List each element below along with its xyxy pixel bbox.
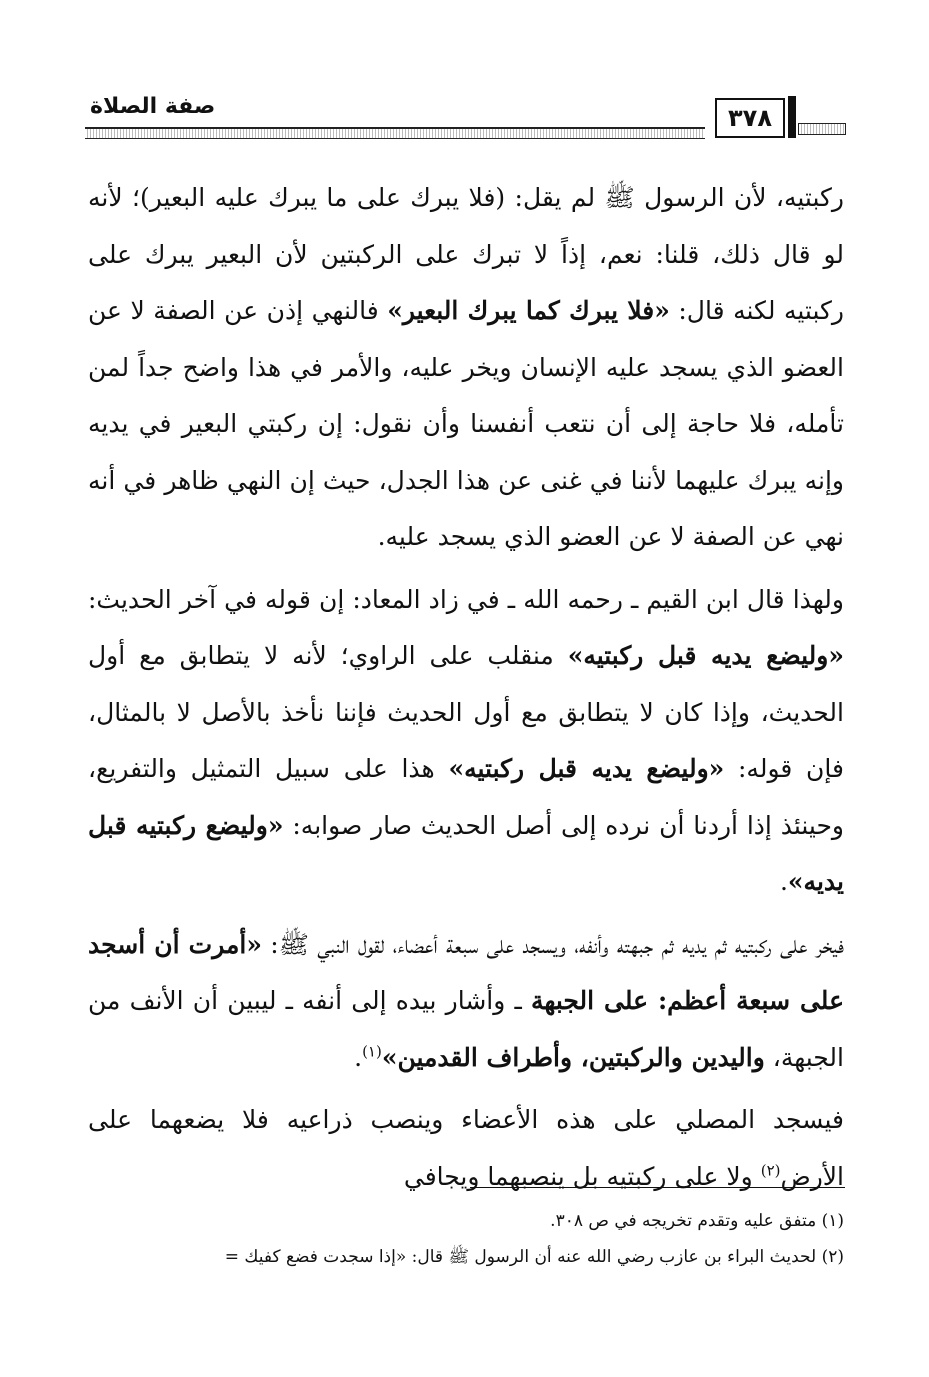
quote-text: «وليضع يديه قبل ركبتيه» [448,754,725,783]
paragraph [88,572,844,911]
footnotes [88,1203,844,1275]
footnote-2: (٢) لحديث البراء بن عازب رضي الله عنه أن الرسول ﷺ قال: «إذا سجدت فضع كفيك = [224,1247,844,1267]
paragraph [88,917,844,1087]
paragraph [88,1092,844,1205]
quote-text: «وليضع ركبتيه قبل يديه» [88,810,844,896]
text-run: فالنهي إذن عن الصفة لا عن العضو الذي يسجد عليه الإنسان ويخر عليه، والأمر في هذا واضح جداً لمن تأمله، فلا حاجة إلى أن نتعب أنفسنا وأن نقول: إن ركبتي البعير في يديه وإنه يبرك عليهما لأننا في غنى عن هذا الجدل، حيث إن النهي ظاهر في أنه نهي عن الصفة لا عن العضو الذي يسجد عليه. [88,296,844,551]
header-bar [788,96,796,138]
text-run: فيخر على ركبتيه ثم يديه ثم جبهته وأنفه، ويسجد على سبعة أعضاء، لقول النبي ﷺ: [261,929,844,959]
text-run: . [779,867,788,896]
text-run: فيسجد المصلي على هذه الأعضاء وينصب ذراعيه فلا يضعهما على الأرض [88,1105,844,1191]
paragraph [88,170,844,566]
quote-text: واليدين والركبتين، وأطراف القدمين» [381,1042,765,1072]
text-run: ـ وأشار بيده إلى أنفه ـ ليبين أن الأنف من الجبهة، [88,986,844,1072]
body-text [88,170,844,1205]
text-run: ولا على ركبتيه بل ينصبهما ويجافي [403,1161,761,1191]
text-run: . [354,1042,363,1072]
quote-text: «فلا يبرك كما يبرك البعير» [387,296,670,325]
quote-text: «أمرت أن أسجد على سبعة أعظم: على الجبهة [88,929,844,1015]
footnote-separator [470,1187,845,1188]
page-header [85,90,845,150]
footnote-ref: (١) [362,1042,382,1061]
quote-text: «وليضع يديه قبل ركبتيه» [567,641,844,670]
book-title: صفة الصلاة [90,94,216,119]
text-run: منقلب على الراوي؛ لأنه لا يتطابق مع أول الحديث، وإذا كان لا يتطابق مع أول الحديث فإننا نأخذ بالأصل لا بالمثال، فإن قوله: [88,641,844,783]
text-run: ولهذا قال ابن القيم ـ رحمه الله ـ في زاد المعاد: إن قوله في آخر الحديث: [88,584,844,614]
text-run: ركبتيه، لأن الرسول ﷺ لم يقل: (فلا يبرك على ما يبرك عليه البعير)؛ لأنه لو قال ذلك، قلنا: نعم، إذاً لا تبرك على الركبتين لأن البعير يبرك على ركبتيه لكنه قال: [88,183,844,325]
header-rule-ornament [798,123,846,135]
footnote-1: (١) متفق عليه وتقدم تخريجه في ص ٣٠٨. [550,1211,844,1231]
page-number: ٣٧٨ [715,98,785,138]
text-run: هذا على سبيل التمثيل والتفريع، وحينئذ إذا أردنا أن نرده إلى أصل الحديث صار صوابه: [88,754,844,840]
header-rule [85,127,705,139]
footnote-ref: (٢) [760,1161,781,1180]
